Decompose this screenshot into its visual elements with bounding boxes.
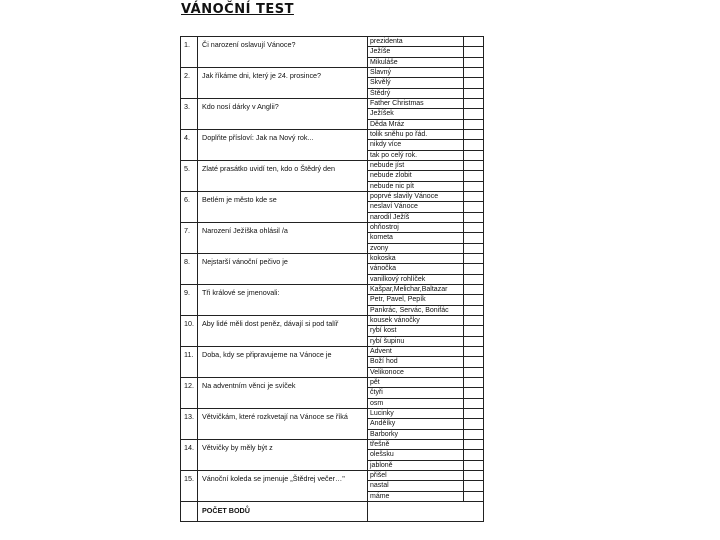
answer-option [368, 192, 483, 202]
answer-checkbox[interactable] [463, 151, 464, 161]
answer-checkbox[interactable] [463, 161, 464, 170]
answer-option [368, 120, 483, 130]
answer-checkbox[interactable] [463, 399, 464, 409]
answer-option-label: nastal [370, 482, 389, 490]
answer-option-label: zvony [370, 244, 389, 252]
answer-option [368, 89, 483, 99]
answer-option [368, 233, 483, 243]
answer-option [368, 47, 483, 57]
answer-checkbox[interactable] [463, 450, 464, 459]
question-text: Nejstarší vánoční pečivo je [202, 257, 288, 266]
answer-checkbox[interactable] [463, 37, 464, 46]
answer-checkbox[interactable] [463, 471, 464, 480]
answer-checkbox[interactable] [463, 140, 464, 149]
question-row [181, 130, 483, 161]
answer-option [368, 182, 483, 192]
question-number: 15. [184, 474, 194, 483]
question-text: Jak říkáme dni, který je 24. prosince? [202, 71, 322, 80]
answer-checkbox[interactable] [463, 192, 464, 201]
answer-checkbox[interactable] [463, 78, 464, 87]
answer-checkbox[interactable] [463, 492, 464, 502]
answer-option-label: olešsku [370, 451, 394, 459]
answer-option [368, 58, 483, 68]
answer-option [368, 223, 483, 233]
question-number: 7. [184, 226, 190, 235]
answer-option [368, 202, 483, 212]
question-number: 11. [184, 350, 194, 359]
answer-option-label: nebude nic pít [370, 182, 414, 190]
answer-checkbox[interactable] [463, 244, 464, 254]
question-row [181, 316, 483, 347]
answer-option [368, 461, 483, 471]
answer-option-label: neslaví Vánoce [370, 203, 418, 211]
answer-checkbox[interactable] [463, 213, 464, 223]
answer-option-label: rybí kost [370, 327, 397, 335]
answer-checkbox[interactable] [463, 202, 464, 211]
answer-option [368, 264, 483, 274]
question-text: Vánoční koleda se jmenuje „Štědrej večer…" [202, 474, 345, 483]
total-label: POČET BODŮ [202, 506, 250, 515]
answer-checkbox[interactable] [463, 89, 464, 99]
answer-option [368, 275, 483, 285]
page-title: VÁNOČNÍ TEST [181, 2, 294, 17]
question-row [181, 471, 483, 502]
answer-checkbox[interactable] [463, 171, 464, 180]
question-text: Na adventním věnci je svíček [202, 381, 296, 390]
answer-option-label: Slavný [370, 69, 392, 76]
question-row [181, 99, 483, 130]
answer-option [368, 99, 483, 109]
answer-checkbox[interactable] [463, 461, 464, 471]
answer-checkbox[interactable] [463, 295, 464, 304]
question-text: Větvičkám, které rozkvetají na Vánoce se říká [202, 412, 348, 421]
answer-option [368, 244, 483, 254]
answer-option-label: Ježíše [370, 48, 391, 56]
question-number: 14. [184, 443, 194, 452]
answer-option [368, 109, 483, 119]
answer-checkbox[interactable] [463, 99, 464, 108]
question-text: Doplňte přísloví: Jak na Nový rok... [202, 133, 314, 142]
question-row [181, 347, 483, 378]
answer-checkbox[interactable] [463, 419, 464, 428]
answer-option [368, 254, 483, 264]
answer-option-label: Barborky [370, 430, 399, 438]
answer-option-label: Father Christmas [370, 100, 424, 107]
answer-option-label: máme [370, 492, 390, 500]
answer-option [368, 37, 483, 47]
question-number: 12. [184, 381, 194, 390]
answer-option [368, 492, 483, 502]
answer-option [368, 471, 483, 481]
answer-option-label: Štědrý [370, 89, 391, 97]
answer-option [368, 378, 483, 388]
answer-option-label: vánočka [370, 265, 397, 273]
answer-checkbox[interactable] [463, 264, 464, 273]
question-number: 2. [184, 71, 190, 80]
answer-checkbox[interactable] [463, 306, 464, 316]
answer-checkbox[interactable] [463, 409, 464, 418]
answer-checkbox[interactable] [463, 481, 464, 490]
question-text: Betlém je město kde se [202, 195, 277, 204]
answer-option [368, 130, 483, 140]
answer-option-label: nebude zlobit [370, 172, 412, 180]
answer-checkbox[interactable] [463, 109, 464, 118]
answer-checkbox[interactable] [463, 285, 464, 294]
answer-checkbox[interactable] [463, 388, 464, 397]
answer-option [368, 68, 483, 78]
question-row [181, 161, 483, 192]
answer-checkbox[interactable] [463, 326, 464, 335]
answer-option [368, 140, 483, 150]
answer-checkbox[interactable] [463, 130, 464, 139]
answer-option-label: rybí šupinu [370, 337, 405, 345]
question-number: 13. [184, 412, 194, 421]
answer-option-label: vanilkový rohlíček [370, 275, 426, 283]
answer-option-label: Děda Mráz [370, 120, 405, 128]
answer-option-label: tolik sněhu po řád. [370, 131, 428, 138]
answer-option-label: prezidenta [370, 38, 403, 45]
answer-option-label: kometa [370, 234, 393, 242]
answer-option [368, 285, 483, 295]
answer-option-label: Pankrác, Servác, Bonifác [370, 306, 449, 314]
question-number: 6. [184, 195, 190, 204]
answer-option-label: Ježíšek [370, 110, 394, 118]
answer-option-label: tak po celý rok. [370, 151, 418, 159]
answer-option-label: kokoska [370, 255, 396, 262]
answer-checkbox[interactable] [463, 223, 464, 232]
answer-option [368, 306, 483, 316]
answer-checkbox[interactable] [463, 58, 464, 68]
question-number: 1. [184, 40, 190, 49]
answer-option [368, 161, 483, 171]
answer-option [368, 213, 483, 223]
question-row [181, 254, 483, 285]
question-row [181, 68, 483, 99]
question-row [181, 285, 483, 316]
answer-option-label: Petr, Pavel, Pepík [370, 296, 426, 304]
quiz-table [180, 36, 484, 522]
answer-option [368, 481, 483, 491]
answer-checkbox[interactable] [463, 368, 464, 378]
answer-option [368, 368, 483, 378]
question-text: Tři králové se jmenovali: [202, 288, 280, 297]
answer-checkbox[interactable] [463, 47, 464, 56]
answer-option [368, 171, 483, 181]
question-row [181, 223, 483, 254]
answer-checkbox[interactable] [463, 182, 464, 192]
answer-option [368, 388, 483, 398]
answer-option-label: Kašpar,Melichar,Baltazar [370, 286, 448, 293]
answer-option-label: narodil Ježíš [370, 213, 410, 221]
answer-checkbox[interactable] [463, 68, 464, 77]
answer-checkbox[interactable] [463, 120, 464, 130]
total-row [181, 502, 483, 521]
answer-option [368, 399, 483, 409]
answer-checkbox[interactable] [463, 378, 464, 387]
question-text: Kdo nosí dárky v Anglii? [202, 102, 279, 111]
question-row [181, 378, 483, 409]
answer-option-label: pět [370, 379, 380, 386]
answer-option [368, 326, 483, 336]
answer-checkbox[interactable] [463, 430, 464, 440]
answer-option-label: osm [370, 399, 384, 407]
answer-option-label: čtyři [370, 389, 383, 397]
answer-option [368, 337, 483, 347]
question-number: 8. [184, 257, 190, 266]
answer-option-label: Anděíky [370, 420, 396, 428]
answer-checkbox[interactable] [463, 337, 464, 347]
answer-option-label: Velikonoce [370, 368, 404, 376]
question-row [181, 440, 483, 471]
question-text: Či narození oslavují Vánoce? [202, 40, 296, 49]
answer-checkbox[interactable] [463, 347, 464, 356]
answer-option-label: Advent [370, 348, 392, 355]
question-row [181, 37, 483, 68]
question-text: Zlaté prasátko uvidí ten, kdo o Štědrý den [202, 164, 336, 173]
answer-checkbox[interactable] [463, 233, 464, 242]
question-text: Doba, kdy se připravujeme na Vánoce je [202, 350, 332, 359]
answer-option-label: třešně [370, 441, 390, 448]
answer-option [368, 347, 483, 357]
question-text: Narození Ježíška ohlásil /a [202, 226, 288, 235]
answer-checkbox[interactable] [463, 440, 464, 449]
answer-option-label: přišel [370, 472, 387, 479]
answer-option-label: Lucinky [370, 410, 394, 417]
answer-option [368, 419, 483, 429]
answer-option [368, 450, 483, 460]
answer-option-label: Mikuláše [370, 58, 398, 66]
question-text: Větvičky by měly být z [202, 443, 273, 452]
answer-option [368, 430, 483, 440]
answer-option-label: kousek vánočky [370, 317, 420, 324]
question-number: 5. [184, 164, 190, 173]
answer-option-label: Skvělý [370, 79, 391, 87]
question-number: 3. [184, 102, 190, 111]
answer-option [368, 151, 483, 161]
question-text: Aby lidé měli dost peněz, dávají si pod talíř [202, 319, 339, 328]
answer-checkbox[interactable] [463, 357, 464, 366]
answer-option-label: poprvé slavily Vánoce [370, 193, 439, 200]
answer-checkbox[interactable] [463, 254, 464, 263]
answer-option-label: nikdy více [370, 141, 402, 149]
answer-option-label: nebude jíst [370, 162, 405, 169]
answer-option [368, 316, 483, 326]
question-row [181, 192, 483, 223]
answer-option [368, 295, 483, 305]
answer-checkbox[interactable] [463, 275, 464, 285]
question-number: 10. [184, 319, 194, 328]
answer-option-label: ohňostroj [370, 224, 399, 231]
question-number: 4. [184, 133, 190, 142]
answer-option-label: jabloně [370, 461, 393, 469]
answer-option-label: Boží hod [370, 358, 398, 366]
answer-option [368, 440, 483, 450]
question-row [181, 409, 483, 440]
answer-checkbox[interactable] [463, 316, 464, 325]
answer-option [368, 357, 483, 367]
answer-option [368, 409, 483, 419]
answer-option [368, 78, 483, 88]
question-number: 9. [184, 288, 190, 297]
